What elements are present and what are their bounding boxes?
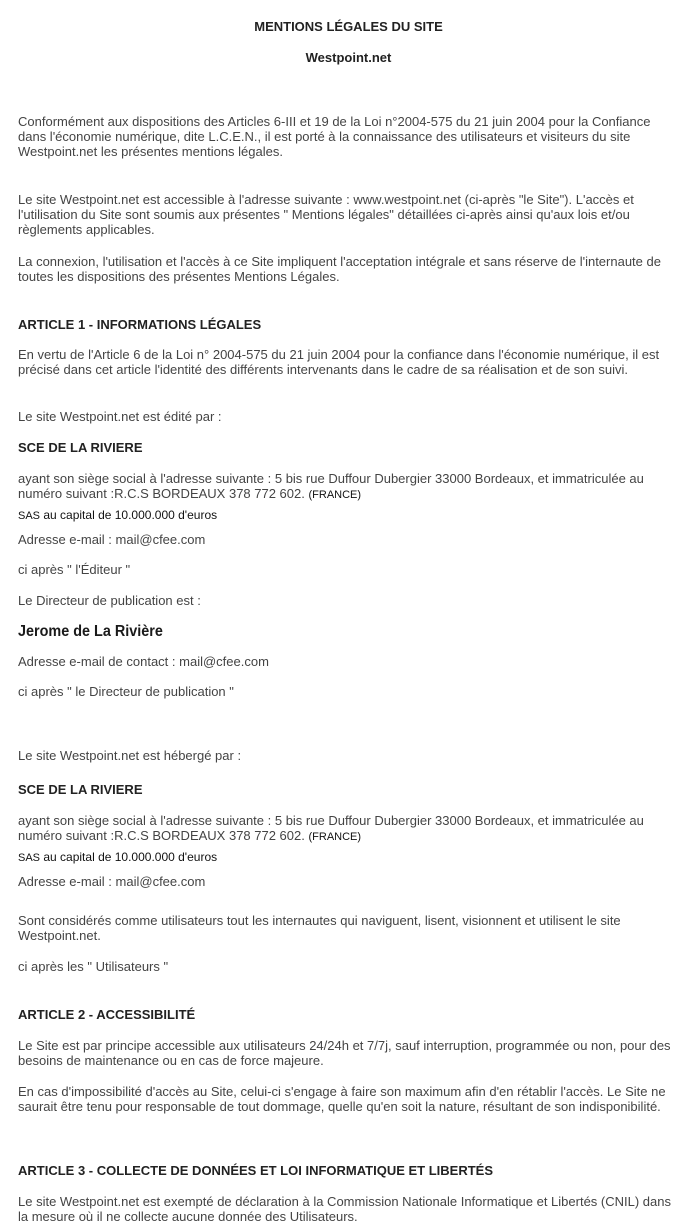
users-alias: ci après les " Utilisateurs " (18, 959, 169, 974)
director-intro: Le Directeur de publication est : (18, 593, 201, 608)
article-2-paragraph-2: En cas d'impossibilité d'accès au Site, celui-ci s'engage à faire son maximum afin d'en rétablir l'accès. Le Site ne saurait être tenu pour responsable de tout dommage, quelle qu'en soit la nature, résultant de son indisponibilité. (18, 1084, 666, 1114)
intro-paragraph-1: Conformément aux dispositions des Articles 6-III et 19 de la Loi n°2004-575 du 21 juin 2004 pour la Confiance dans l'économie numérique, dite L.C.E.N., il est porté à la connaissance des utilisateurs et visiteurs du site Westpoint.net les présentes mentions légales. (18, 114, 651, 159)
editor-capital: au capital de 10.000.000 d'euros (43, 508, 218, 522)
intro-paragraph-2: Le site Westpoint.net est accessible à l'adresse suivante : www.westpoint.net (ci-après "le Site"). L'accès et l'utilisation du Site sont soumis aux présentes " Mentions légales" détaillées ci-après ainsi qu'aux lois et/ou règlements applicables. (18, 192, 634, 237)
host-email: Adresse e-mail : mail@cfee.com (18, 874, 206, 889)
editor-address: ayant son siège social à l'adresse suivante : 5 bis rue Duffour Dubergier 33000 Bordeaux, et immatriculée au numéro suivant :R.C.S BORDEAUX 378 772 602. (18, 471, 644, 501)
intro-paragraph-3: La connexion, l'utilisation et l'accès à ce Site impliquent l'acceptation intégrale et sans réserve de l'internaute de toutes les dispositions des présentes Mentions Légales. (18, 254, 661, 284)
host-sas: SAS (18, 852, 41, 864)
editor-sas: SAS (18, 510, 41, 522)
editor-alias: ci après " l'Éditeur " (18, 562, 131, 577)
article-2-paragraph-1: Le Site est par principe accessible aux utilisateurs 24/24h et 7/7j, sauf interruption, programmée ou non, pour des besoins de maintenance ou en cas de force majeure. (18, 1038, 671, 1068)
director-alias: ci après " le Directeur de publication " (18, 684, 234, 699)
site-name: Westpoint.net (305, 50, 392, 65)
host-capital: au capital de 10.000.000 d'euros (43, 850, 218, 864)
editor-address-block (18, 471, 680, 503)
editor-name: SCE DE LA RIVIERE (18, 440, 143, 455)
article-1-heading: ARTICLE 1 - INFORMATIONS LÉGALES (18, 317, 262, 332)
editor-intro: Le site Westpoint.net est édité par : (18, 409, 222, 424)
users-paragraph: Sont considérés comme utilisateurs tout les internautes qui naviguent, lisent, visionnent et utilisent le site Westpoint.net. (18, 913, 621, 943)
article-2-heading: ARTICLE 2 - ACCESSIBILITÉ (18, 1007, 196, 1022)
editor-capital-line (18, 508, 680, 523)
host-name: SCE DE LA RIVIERE (18, 782, 143, 797)
host-address-block (18, 813, 680, 845)
director-name: Jerome de La Rivière (18, 623, 163, 640)
article-3-paragraph-1: Le site Westpoint.net est exempté de déclaration à la Commission Nationale Informatique et Libertés (CNIL) dans la mesure où il ne collecte aucune donnée des Utilisateurs. (18, 1194, 671, 1224)
host-capital-line (18, 850, 680, 865)
director-email: Adresse e-mail de contact : mail@cfee.com (18, 654, 269, 669)
host-country: (FRANCE) (308, 831, 362, 843)
page-title: MENTIONS LÉGALES DU SITE (254, 19, 443, 34)
article-1-paragraph: En vertu de l'Article 6 de la Loi n° 2004-575 du 21 juin 2004 pour la confiance dans l'économie numérique, il est précisé dans cet article l'identité des différents intervenants dans le cadre de sa réalisation et de son suivi. (18, 347, 660, 377)
editor-country: (FRANCE) (308, 489, 362, 501)
host-address: ayant son siège social à l'adresse suivante : 5 bis rue Duffour Dubergier 33000 Bordeaux, et immatriculée au numéro suivant :R.C.S BORDEAUX 378 772 602. (18, 813, 644, 843)
editor-email: Adresse e-mail : mail@cfee.com (18, 532, 206, 547)
article-3-heading: ARTICLE 3 - COLLECTE DE DONNÉES ET LOI INFORMATIQUE ET LIBERTÉS (18, 1163, 493, 1178)
host-intro: Le site Westpoint.net est hébergé par : (18, 748, 242, 763)
